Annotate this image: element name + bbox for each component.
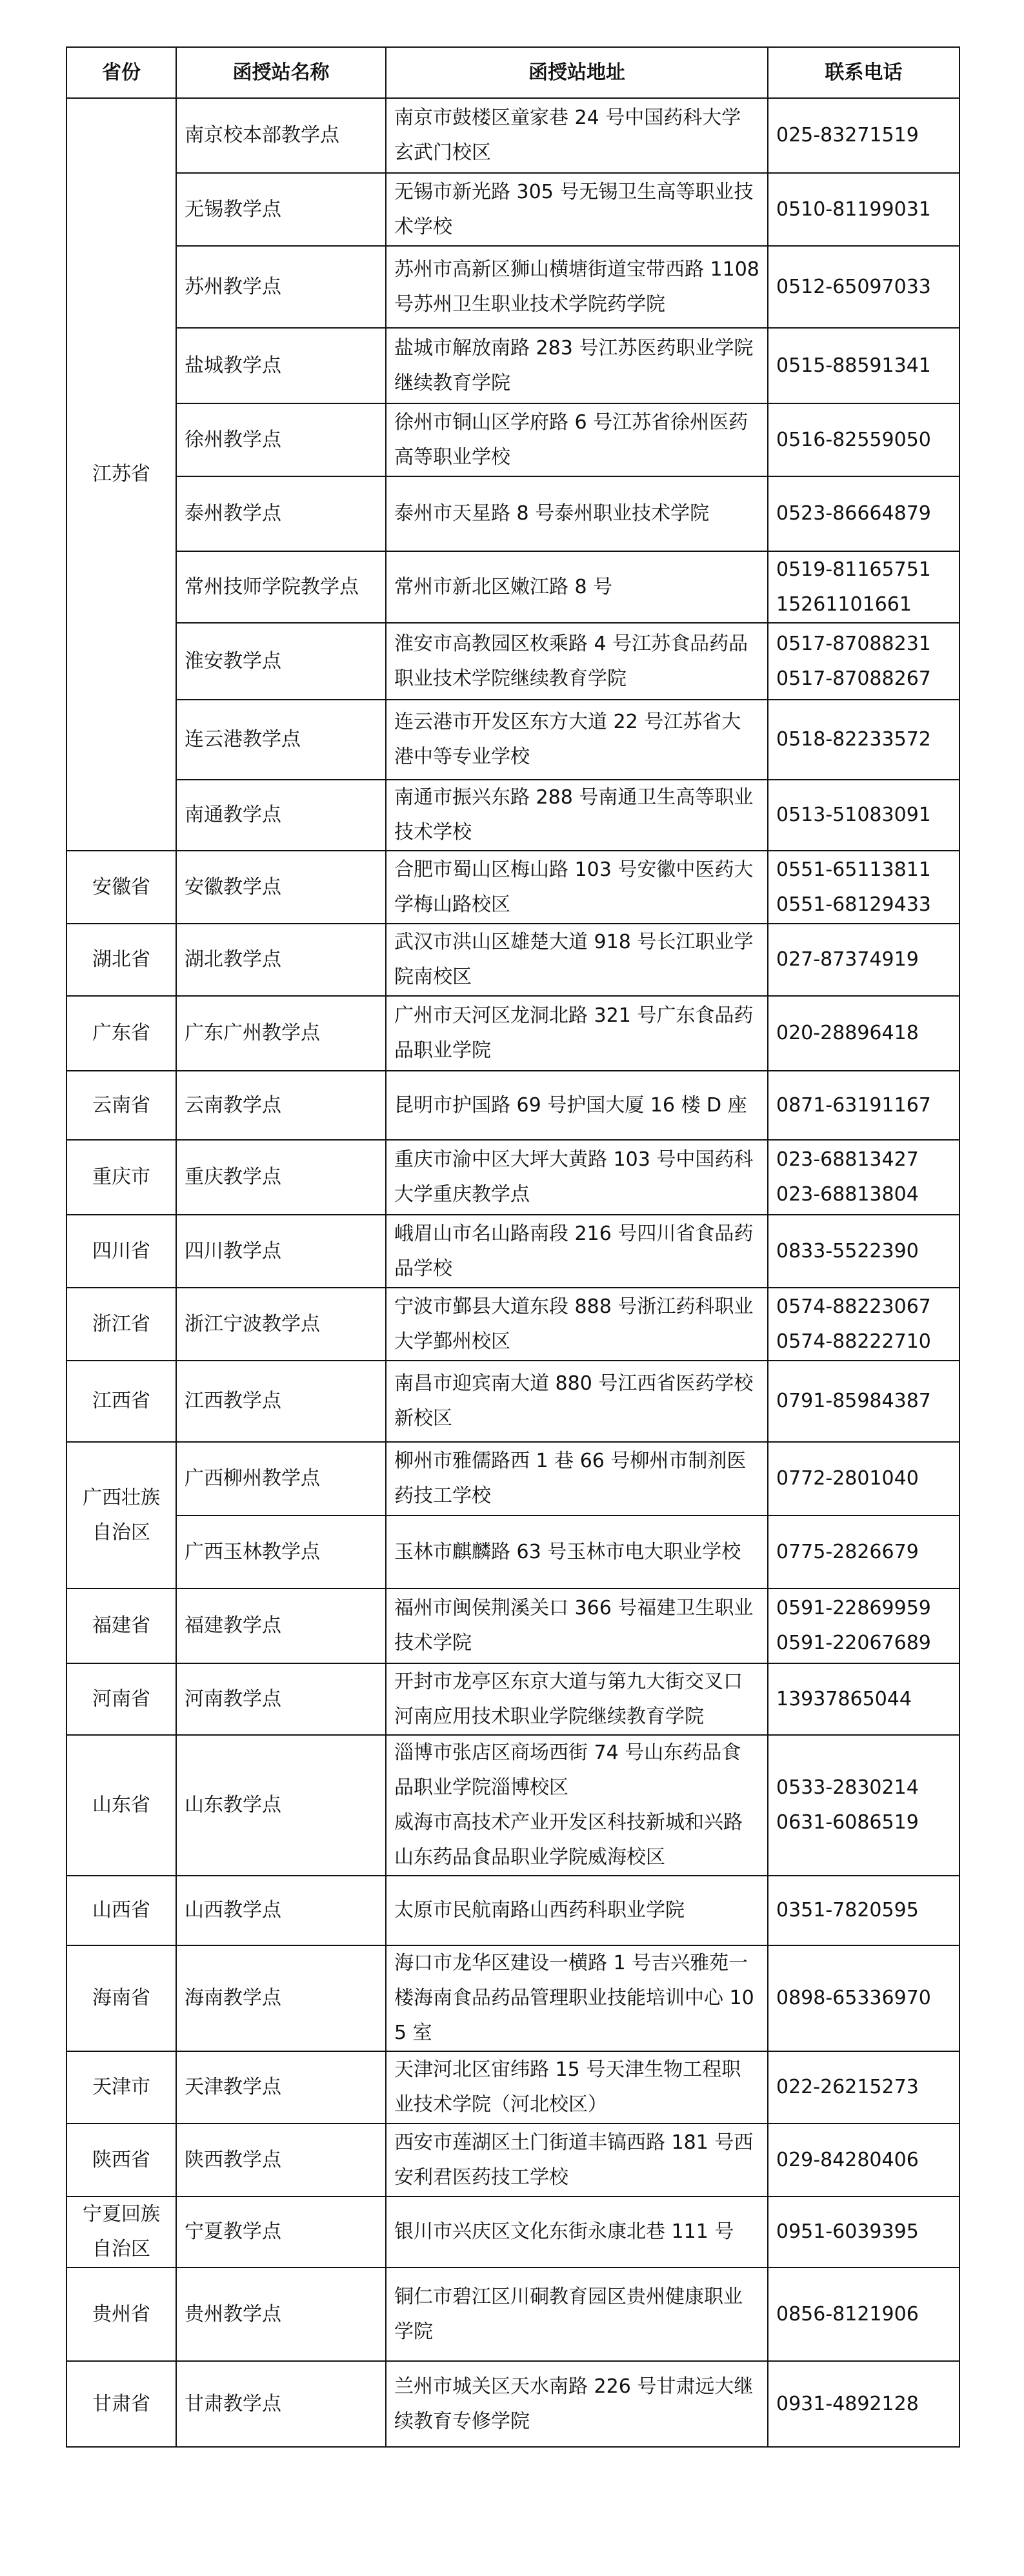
- phone-cell: 0513-51083091: [768, 780, 959, 851]
- station-address-cell: 武汉市洪山区雄楚大道 918 号长江职业学院南校区: [386, 924, 768, 996]
- station-name-cell: 徐州教学点: [176, 403, 386, 476]
- phone-cell: 0515-88591341: [768, 328, 959, 403]
- province-cell: 湖北省: [66, 924, 176, 996]
- phone-cell: 0510-81199031: [768, 173, 959, 246]
- table-row: [66, 2124, 959, 2196]
- station-address-cell: 南昌市迎宾南大道 880 号江西省医药学校新校区: [386, 1361, 768, 1442]
- station-name-cell: 甘肃教学点: [176, 2361, 386, 2447]
- station-address-cell: 西安市莲湖区土门街道丰镐西路 181 号西安利君医药技工学校: [386, 2124, 768, 2196]
- province-cell: 浙江省: [66, 1288, 176, 1361]
- table-row: [66, 1288, 959, 1361]
- province-cell: 宁夏回族自治区: [66, 2196, 176, 2267]
- table-row: [66, 1945, 959, 2051]
- table-row: [66, 996, 959, 1071]
- station-name-cell: 山西教学点: [176, 1876, 386, 1945]
- station-name-cell: 安徽教学点: [176, 851, 386, 924]
- phone-cell: 0574-88223067 0574-88222710: [768, 1288, 959, 1361]
- table-row: [66, 2361, 959, 2447]
- province-cell: 广西壮族自治区: [66, 1442, 176, 1588]
- station-address-cell: 重庆市渝中区大坪大黄路 103 号中国药科大学重庆教学点: [386, 1140, 768, 1215]
- table-row: [66, 1215, 959, 1288]
- station-name-cell: 盐城教学点: [176, 328, 386, 403]
- phone-cell: 0775-2826679: [768, 1516, 959, 1588]
- station-name-cell: 常州技师学院教学点: [176, 551, 386, 623]
- phone-cell: 025-83271519: [768, 98, 959, 173]
- station-address-cell: 泰州市天星路 8 号泰州职业技术学院: [386, 476, 768, 551]
- phone-cell: 0931-4892128: [768, 2361, 959, 2447]
- province-cell: 山西省: [66, 1876, 176, 1945]
- station-address-cell: 柳州市雅儒路西 1 巷 66 号柳州市制剂医药技工学校: [386, 1442, 768, 1516]
- province-cell: 广东省: [66, 996, 176, 1071]
- correspondence-station-table: [66, 46, 960, 2448]
- station-name-cell: 天津教学点: [176, 2051, 386, 2124]
- table-row: [66, 623, 959, 700]
- station-address-cell: 昆明市护国路 69 号护国大厦 16 楼 D 座: [386, 1071, 768, 1140]
- station-name-cell: 福建教学点: [176, 1588, 386, 1663]
- phone-cell: 0898-65336970: [768, 1945, 959, 2051]
- header-row: [66, 47, 959, 98]
- station-address-cell: 峨眉山市名山路南段 216 号四川省食品药品学校: [386, 1215, 768, 1288]
- station-address-cell: 淮安市高教园区枚乘路 4 号江苏食品药品职业技术学院继续教育学院: [386, 623, 768, 700]
- table-row: [66, 700, 959, 780]
- station-address-cell: 无锡市新光路 305 号无锡卫生高等职业技术学校: [386, 173, 768, 246]
- phone-cell: 0833-5522390: [768, 1215, 959, 1288]
- phone-cell: 022-26215273: [768, 2051, 959, 2124]
- province-cell: 四川省: [66, 1215, 176, 1288]
- station-address-cell: 淄博市张店区商场西街 74 号山东药品食品职业学院淄博校区 威海市高技术产业开发区科技新城和兴路山东药品食品职业学院威海校区: [386, 1735, 768, 1876]
- phone-cell: 13937865044: [768, 1663, 959, 1735]
- phone-cell: 020-28896418: [768, 996, 959, 1071]
- station-name-cell: 苏州教学点: [176, 246, 386, 328]
- province-cell: 江苏省: [66, 98, 176, 851]
- phone-cell: 0772-2801040: [768, 1442, 959, 1516]
- station-address-cell: 南通市振兴东路 288 号南通卫生高等职业技术学校: [386, 780, 768, 851]
- page: [66, 46, 959, 2448]
- station-name-cell: 河南教学点: [176, 1663, 386, 1735]
- station-address-cell: 天津河北区宙纬路 15 号天津生物工程职业技术学院（河北校区）: [386, 2051, 768, 2124]
- station-address-cell: 苏州市高新区狮山横塘街道宝带西路 1108 号苏州卫生职业技术学院药学院: [386, 246, 768, 328]
- station-address-cell: 玉林市麒麟路 63 号玉林市电大职业学校: [386, 1516, 768, 1588]
- table-row: [66, 246, 959, 328]
- province-cell: 安徽省: [66, 851, 176, 924]
- table-row: [66, 328, 959, 403]
- station-name-cell: 连云港教学点: [176, 700, 386, 780]
- station-address-cell: 徐州市铜山区学府路 6 号江苏省徐州医药高等职业学校: [386, 403, 768, 476]
- station-name-cell: 海南教学点: [176, 1945, 386, 2051]
- phone-cell: 0856-8121906: [768, 2267, 959, 2361]
- station-address-cell: 铜仁市碧江区川硐教育园区贵州健康职业学院: [386, 2267, 768, 2361]
- phone-cell: 0512-65097033: [768, 246, 959, 328]
- station-name-cell: 南通教学点: [176, 780, 386, 851]
- station-address-cell: 盐城市解放南路 283 号江苏医药职业学院继续教育学院: [386, 328, 768, 403]
- station-address-cell: 海口市龙华区建设一横路 1 号吉兴雅苑一楼海南食品药品管理职业技能培训中心 105 室: [386, 1945, 768, 2051]
- phone-cell: 0551-65113811 0551-68129433: [768, 851, 959, 924]
- table-row: [66, 2267, 959, 2361]
- table-row: [66, 1588, 959, 1663]
- station-address-cell: 常州市新北区嫩江路 8 号: [386, 551, 768, 623]
- phone-cell: 027-87374919: [768, 924, 959, 996]
- province-cell: 重庆市: [66, 1140, 176, 1215]
- province-cell: 云南省: [66, 1071, 176, 1140]
- station-name-cell: 陕西教学点: [176, 2124, 386, 2196]
- station-address-cell: 南京市鼓楼区童家巷 24 号中国药科大学玄武门校区: [386, 98, 768, 173]
- station-name-cell: 湖北教学点: [176, 924, 386, 996]
- table-row: [66, 1140, 959, 1215]
- province-cell: 甘肃省: [66, 2361, 176, 2447]
- phone-cell: 0533-2830214 0631-6086519: [768, 1735, 959, 1876]
- table-row: [66, 2051, 959, 2124]
- station-name-cell: 四川教学点: [176, 1215, 386, 1288]
- station-address-cell: 银川市兴庆区文化东街永康北巷 111 号: [386, 2196, 768, 2267]
- phone-cell: 0517-87088231 0517-87088267: [768, 623, 959, 700]
- phone-cell: 0871-63191167: [768, 1071, 959, 1140]
- phone-cell: 0591-22869959 0591-22067689: [768, 1588, 959, 1663]
- station-name-cell: 南京校本部教学点: [176, 98, 386, 173]
- station-name-cell: 广东广州教学点: [176, 996, 386, 1071]
- table-row: [66, 1516, 959, 1588]
- station-address-cell: 广州市天河区龙洞北路 321 号广东食品药品职业学院: [386, 996, 768, 1071]
- station-address-cell: 连云港市开发区东方大道 22 号江苏省大港中等专业学校: [386, 700, 768, 780]
- station-name-cell: 无锡教学点: [176, 173, 386, 246]
- station-address-cell: 宁波市鄞县大道东段 888 号浙江药科职业大学鄞州校区: [386, 1288, 768, 1361]
- table-row: [66, 1442, 959, 1516]
- table-row: [66, 1876, 959, 1945]
- table-row: [66, 476, 959, 551]
- table-body: [66, 98, 959, 2447]
- table-row: [66, 1735, 959, 1876]
- phone-cell: 0516-82559050: [768, 403, 959, 476]
- phone-cell: 0951-6039395: [768, 2196, 959, 2267]
- header-station-address: 函授站地址: [386, 47, 768, 98]
- table-row: [66, 1071, 959, 1140]
- station-name-cell: 淮安教学点: [176, 623, 386, 700]
- station-address-cell: 兰州市城关区天水南路 226 号甘肃远大继续教育专修学院: [386, 2361, 768, 2447]
- province-cell: 江西省: [66, 1361, 176, 1442]
- table-row: [66, 173, 959, 246]
- station-name-cell: 重庆教学点: [176, 1140, 386, 1215]
- phone-cell: 029-84280406: [768, 2124, 959, 2196]
- phone-cell: 0518-82233572: [768, 700, 959, 780]
- table-row: [66, 1361, 959, 1442]
- province-cell: 贵州省: [66, 2267, 176, 2361]
- header-phone: 联系电话: [768, 47, 959, 98]
- table-row: [66, 1663, 959, 1735]
- station-name-cell: 云南教学点: [176, 1071, 386, 1140]
- station-name-cell: 广西柳州教学点: [176, 1442, 386, 1516]
- station-address-cell: 太原市民航南路山西药科职业学院: [386, 1876, 768, 1945]
- table-row: [66, 98, 959, 173]
- table-row: [66, 2196, 959, 2267]
- station-name-cell: 浙江宁波教学点: [176, 1288, 386, 1361]
- header-station-name: 函授站名称: [176, 47, 386, 98]
- province-cell: 陕西省: [66, 2124, 176, 2196]
- phone-cell: 0519-81165751 15261101661: [768, 551, 959, 623]
- station-name-cell: 山东教学点: [176, 1735, 386, 1876]
- station-name-cell: 宁夏教学点: [176, 2196, 386, 2267]
- phone-cell: 0523-86664879: [768, 476, 959, 551]
- station-name-cell: 贵州教学点: [176, 2267, 386, 2361]
- province-cell: 山东省: [66, 1735, 176, 1876]
- station-address-cell: 福州市闽侯荆溪关口 366 号福建卫生职业技术学院: [386, 1588, 768, 1663]
- station-name-cell: 泰州教学点: [176, 476, 386, 551]
- phone-cell: 023-68813427 023-68813804: [768, 1140, 959, 1215]
- province-cell: 海南省: [66, 1945, 176, 2051]
- table-row: [66, 551, 959, 623]
- station-address-cell: 开封市龙亭区东京大道与第九大街交叉口河南应用技术职业学院继续教育学院: [386, 1663, 768, 1735]
- province-cell: 福建省: [66, 1588, 176, 1663]
- phone-cell: 0791-85984387: [768, 1361, 959, 1442]
- province-cell: 河南省: [66, 1663, 176, 1735]
- phone-cell: 0351-7820595: [768, 1876, 959, 1945]
- header-province: 省份: [66, 47, 176, 98]
- station-name-cell: 江西教学点: [176, 1361, 386, 1442]
- table-row: [66, 780, 959, 851]
- station-name-cell: 广西玉林教学点: [176, 1516, 386, 1588]
- table-row: [66, 851, 959, 924]
- table-row: [66, 403, 959, 476]
- station-address-cell: 合肥市蜀山区梅山路 103 号安徽中医药大学梅山路校区: [386, 851, 768, 924]
- province-cell: 天津市: [66, 2051, 176, 2124]
- table-row: [66, 924, 959, 996]
